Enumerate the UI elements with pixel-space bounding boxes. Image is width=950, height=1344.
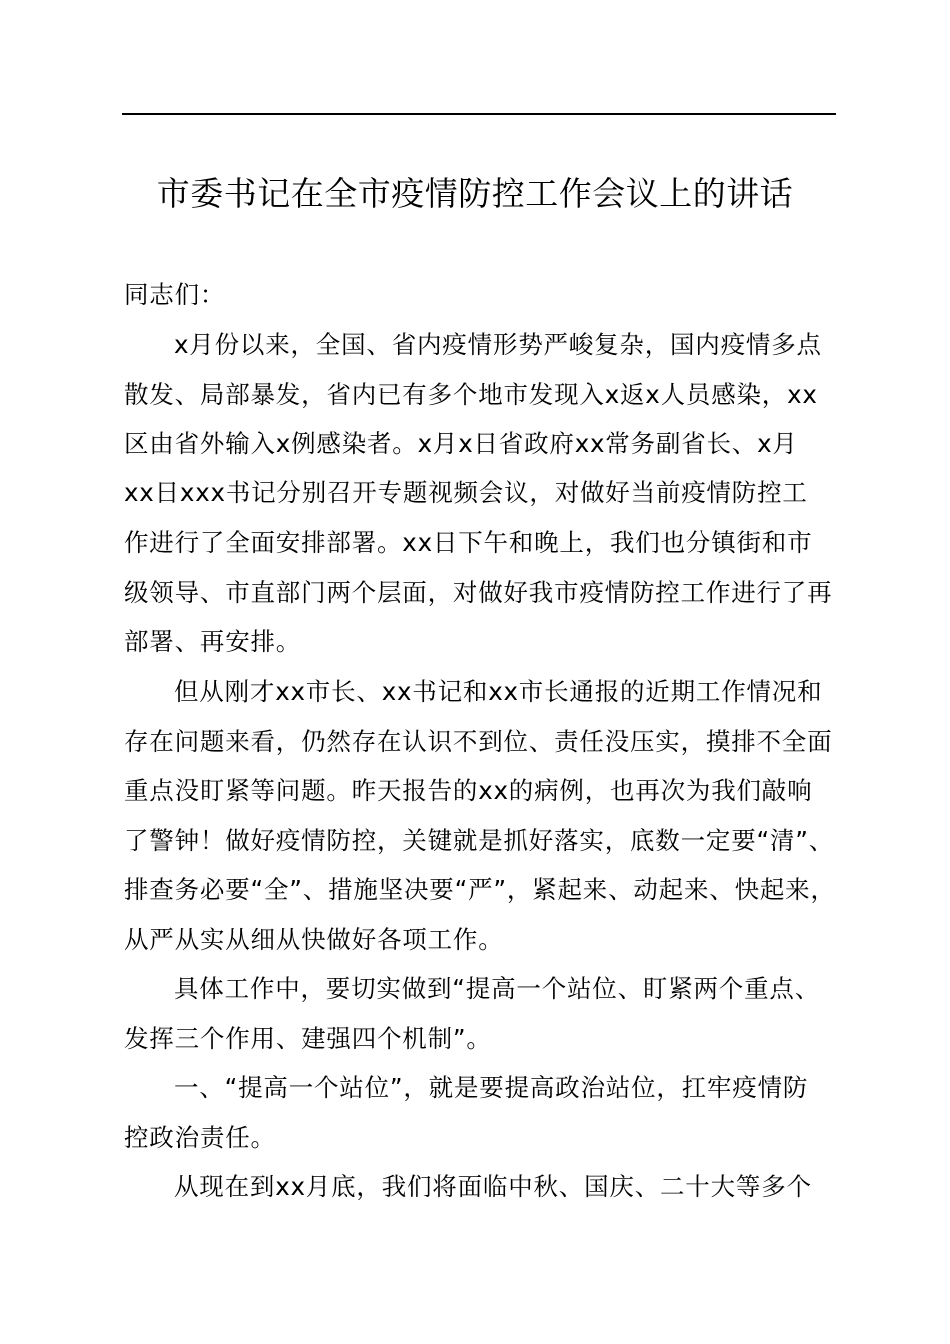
paragraph-line: 作进行了全面安排部署。xx日下午和晚上，我们也分镇街和市 xyxy=(124,528,813,557)
paragraph-line: 存在问题来看，仍然存在认识不到位、责任没压实，摸排不全面 xyxy=(124,727,833,756)
paragraph-line: 控政治责任。 xyxy=(124,1123,276,1152)
salutation: 同志们： xyxy=(124,280,226,309)
paragraph-line: 排查务必要“全”、措施坚决要“严”，紧起来、动起来、快起来， xyxy=(124,875,836,904)
paragraph-line: 重点没盯紧等问题。昨天报告的xx的病例，也再次为我们敲响 xyxy=(124,776,813,805)
paragraph-line: 了警钟！做好疫情防控，关键就是抓好落实，底数一定要“清”、 xyxy=(124,826,835,855)
document-title: 市委书记在全市疫情防控工作会议上的讲话 xyxy=(156,174,794,213)
paragraph-line: 区由省外输入x例感染者。x月x日省政府xx常务副省长、x月 xyxy=(124,429,798,458)
paragraph-line: 散发、局部暴发，省内已有多个地市发现入x返x人员感染，xx xyxy=(124,380,818,409)
paragraph-line: x月份以来，全国、省内疫情形势严峻复杂，国内疫情多点 xyxy=(174,330,822,359)
paragraph-line: 从现在到xx月底，我们将面临中秋、国庆、二十大等多个 xyxy=(174,1172,812,1201)
header-rule xyxy=(122,113,836,115)
paragraph-line: 具体工作中，要切实做到“提高一个站位、盯紧两个重点、 xyxy=(174,974,820,1003)
paragraph-line: 级领导、市直部门两个层面，对做好我市疫情防控工作进行了再 xyxy=(124,578,833,607)
paragraph-line: 从严从实从细从快做好各项工作。 xyxy=(124,925,504,954)
paragraph-line: 但从刚才xx市长、xx书记和xx市长通报的近期工作情况和 xyxy=(174,677,823,706)
paragraph-line: 部署、再安排。 xyxy=(124,627,302,656)
paragraph-line: 发挥三个作用、建强四个机制”。 xyxy=(124,1024,492,1053)
paragraph-line: xx日xxx书记分别召开专题视频会议，对做好当前疫情防控工 xyxy=(124,478,808,507)
paragraph-line: 一、“提高一个站位”，就是要提高政治站位，扛牢疫情防 xyxy=(174,1073,809,1102)
